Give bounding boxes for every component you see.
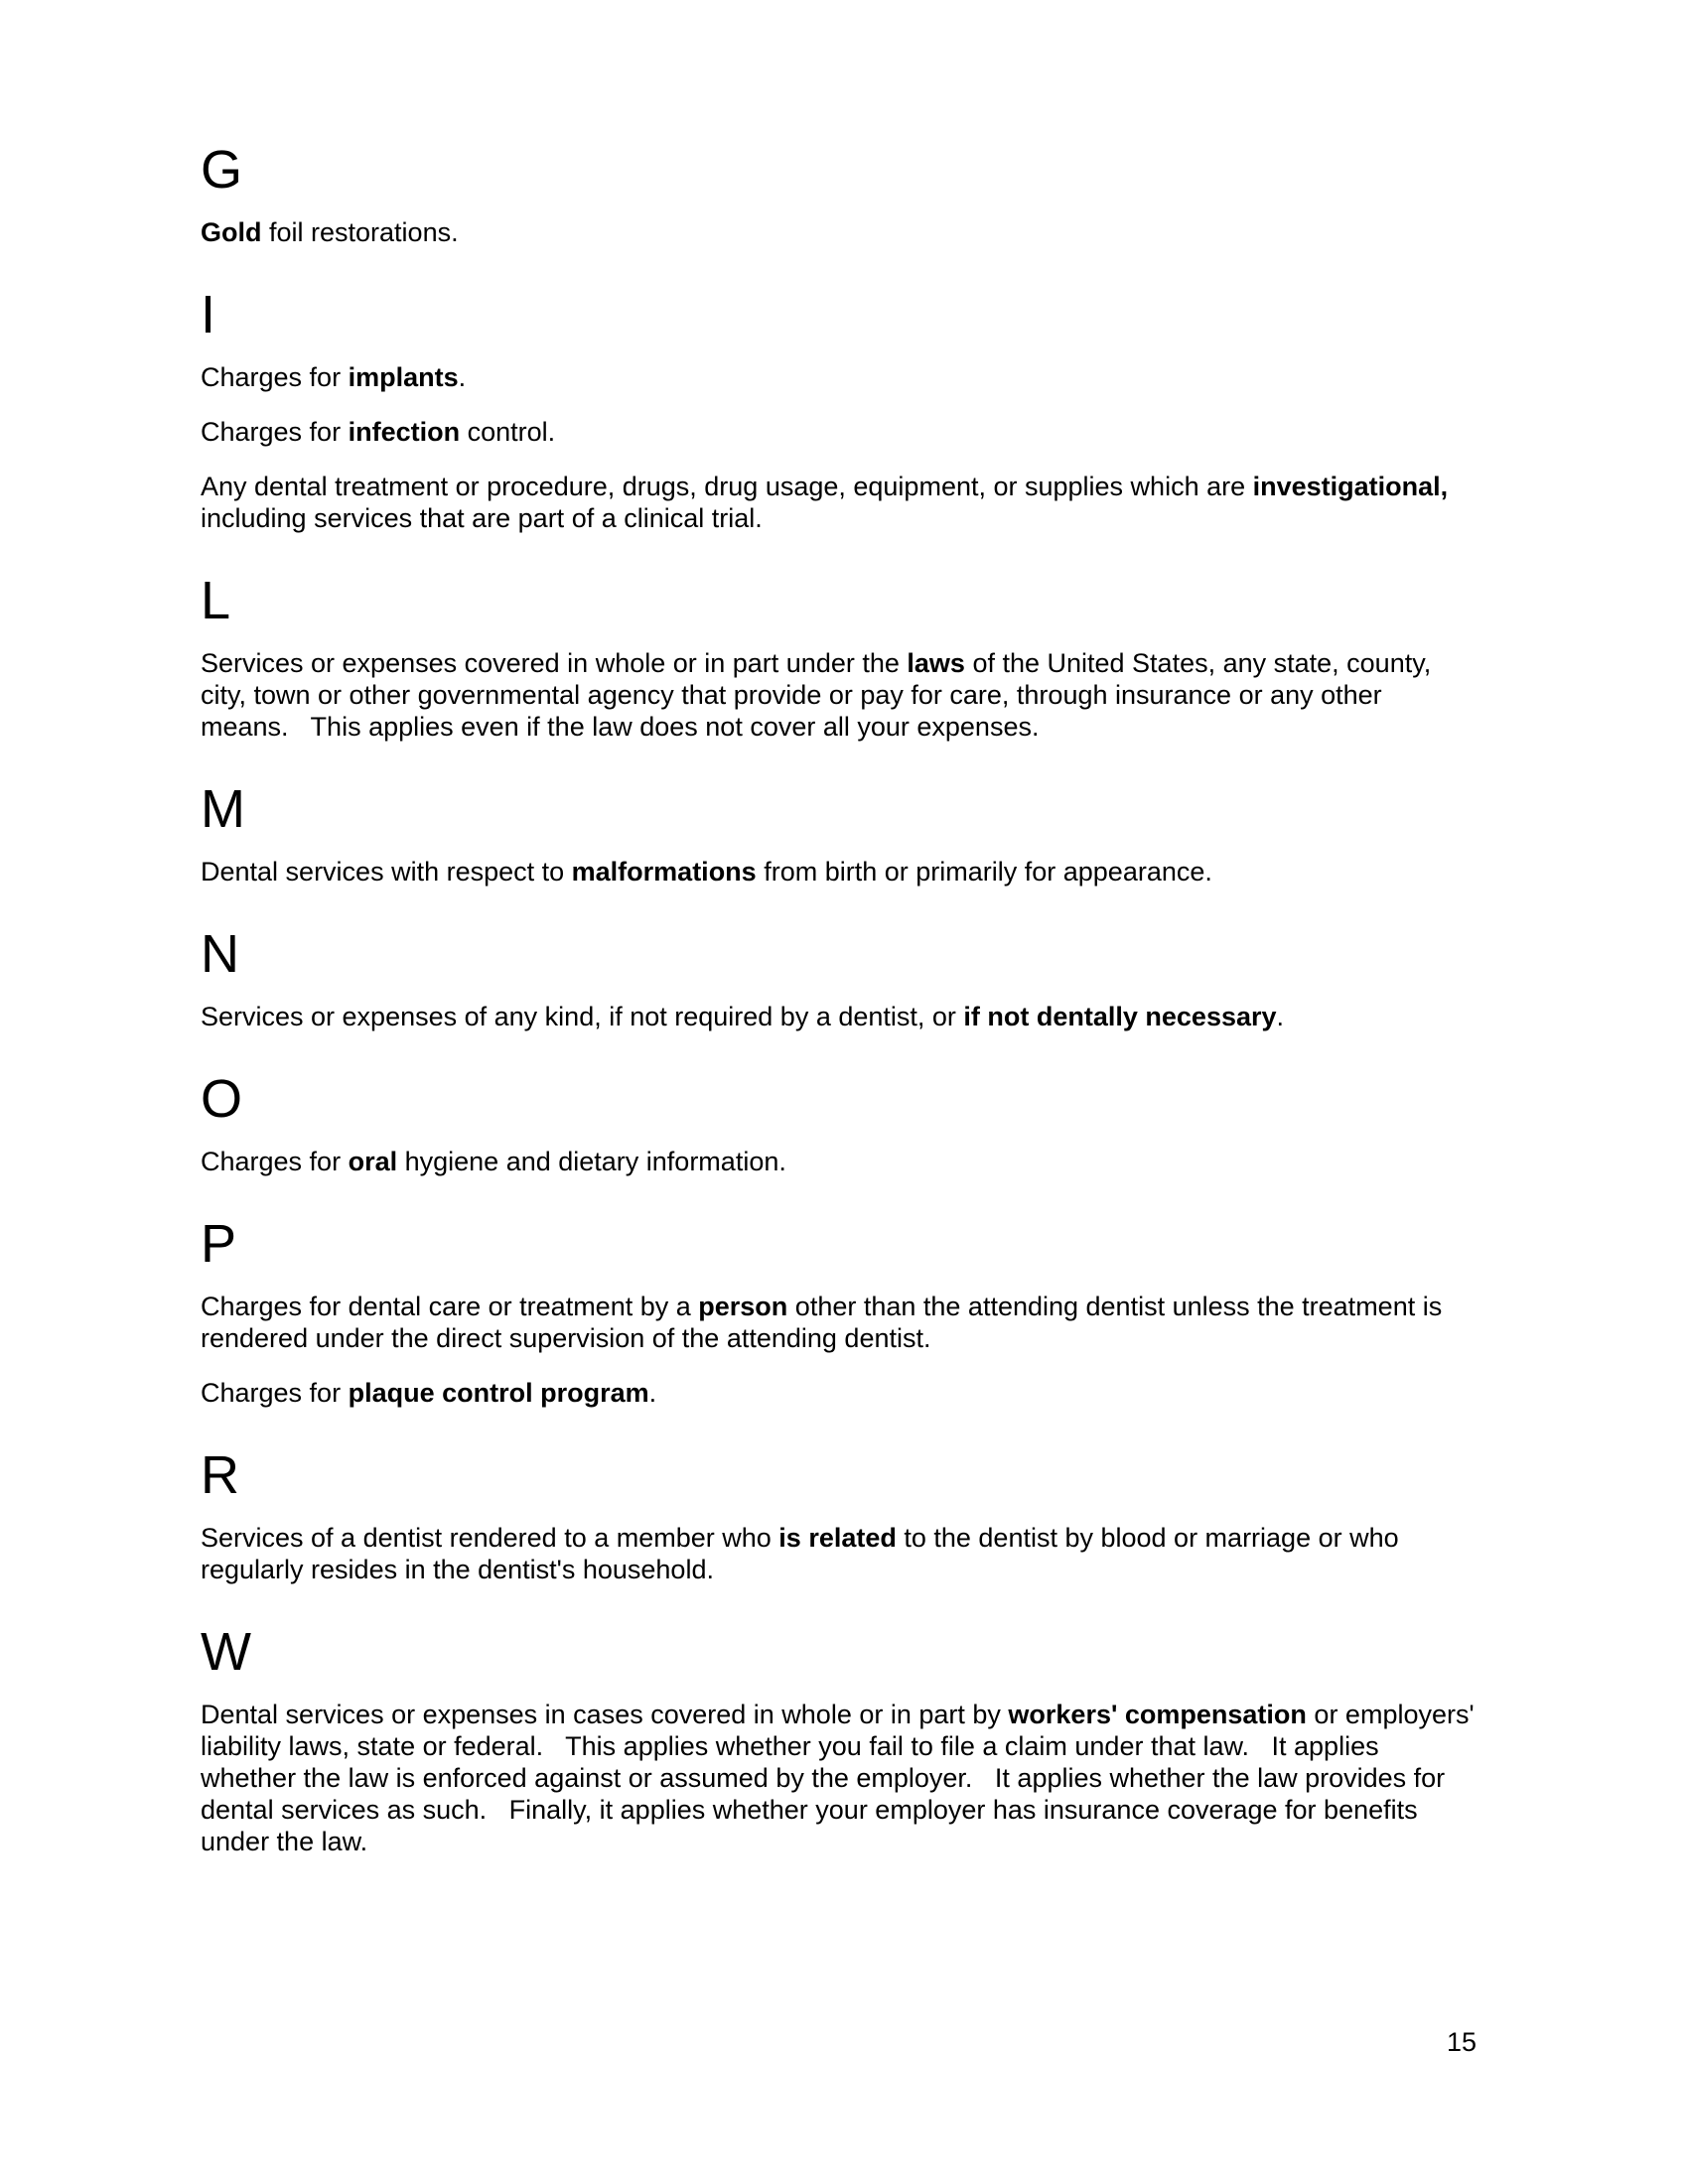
glossary-section — [201, 141, 1477, 248]
text-run: including services that are part of a clinical trial. — [201, 472, 1456, 533]
definition-paragraph — [201, 1146, 1477, 1177]
text-run: hygiene and dietary information. — [397, 1147, 786, 1176]
definition-paragraph — [201, 1001, 1477, 1032]
section-letter-heading: M — [201, 779, 246, 839]
section-letter-heading: G — [201, 140, 243, 200]
definition-paragraph — [201, 216, 1477, 248]
glossary-section — [201, 1622, 1482, 1857]
text-run: . — [1276, 1002, 1285, 1031]
text-run: control. — [460, 417, 556, 447]
glossary-section — [201, 286, 1477, 534]
text-run: Any dental treatment or procedure, drugs, drug usage, equipment, or supplies which are — [201, 472, 1253, 501]
text-run: Services of a dentist rendered to a member who — [201, 1523, 779, 1553]
section-letter-heading: P — [201, 1214, 237, 1274]
text-run: or employers' liability laws, state or federal. This applies whether you fail to file a claim under that law. It applies whether the law is enforced against or assumed by the employer. It applies whether the law provides for dental services as such. Finally, it applies whether your employer has insurance coverage for benefits under the law. — [201, 1700, 1482, 1856]
bold-term: laws — [907, 648, 965, 678]
text-run: Dental services or expenses in cases covered in whole or in part by — [201, 1700, 1009, 1729]
definition-paragraph — [201, 1699, 1482, 1857]
definition-paragraph — [201, 471, 1477, 534]
glossary-section — [201, 1070, 1477, 1177]
definition-paragraph — [201, 416, 1477, 448]
section-letter-heading: O — [201, 1069, 243, 1129]
section-letter-heading: R — [201, 1445, 240, 1505]
bold-term: workers' compensation — [1008, 1700, 1307, 1729]
text-run: from birth or primarily for appearance. — [756, 857, 1212, 887]
section-letter-heading: N — [201, 924, 240, 984]
text-run: Services or expenses of any kind, if not required by a dentist, or — [201, 1002, 964, 1031]
bold-term: implants — [348, 362, 459, 392]
glossary-section — [201, 925, 1477, 1032]
text-run: Services or expenses covered in whole or in part under the — [201, 648, 908, 678]
glossary-section — [201, 1215, 1477, 1409]
glossary-section — [201, 572, 1477, 743]
bold-term: plaque control program — [348, 1378, 649, 1408]
glossary-section — [201, 1446, 1477, 1585]
text-run: . — [648, 1378, 657, 1408]
definition-paragraph — [201, 361, 1477, 393]
definition-paragraph — [201, 1377, 1477, 1409]
text-run: to the dentist by blood or marriage or who regularly resides in the dentist's household. — [201, 1523, 1407, 1584]
text-run: Charges for — [201, 362, 349, 392]
section-letter-heading: W — [201, 1622, 252, 1682]
text-run: of the United States, any state, county, city, town or other governmental agency that provide or pay for care, through insurance or any other means. This applies even if the law does not cover all your expenses. — [201, 648, 1439, 742]
glossary-section — [201, 780, 1477, 887]
text-run: other than the attending dentist unless the treatment is rendered under the direct supervision of the attending dentist. — [201, 1292, 1450, 1353]
section-letter-heading: L — [201, 571, 231, 630]
glossary-content — [201, 140, 1482, 1857]
text-run: Charges for — [201, 1147, 349, 1176]
text-run: Dental services with respect to — [201, 857, 572, 887]
bold-term: person — [698, 1292, 788, 1321]
bold-term: infection — [348, 417, 461, 447]
text-run: Charges for — [201, 417, 349, 447]
definition-paragraph — [201, 1291, 1477, 1354]
text-run: Charges for — [201, 1378, 349, 1408]
text-run: Charges for dental care or treatment by a — [201, 1292, 699, 1321]
text-run: foil restorations. — [261, 217, 459, 247]
definition-paragraph — [201, 1522, 1477, 1585]
bold-term: Gold — [201, 217, 262, 247]
definition-paragraph — [201, 856, 1477, 887]
bold-term: investigational, — [1252, 472, 1449, 501]
text-run: . — [458, 362, 467, 392]
definition-paragraph — [201, 647, 1477, 743]
bold-term: malformations — [571, 857, 757, 887]
page-number: 15 — [1446, 2027, 1477, 2057]
bold-term: is related — [778, 1523, 897, 1553]
section-letter-heading: I — [201, 285, 216, 344]
bold-term: oral — [348, 1147, 398, 1176]
bold-term: if not dentally necessary — [963, 1002, 1277, 1031]
